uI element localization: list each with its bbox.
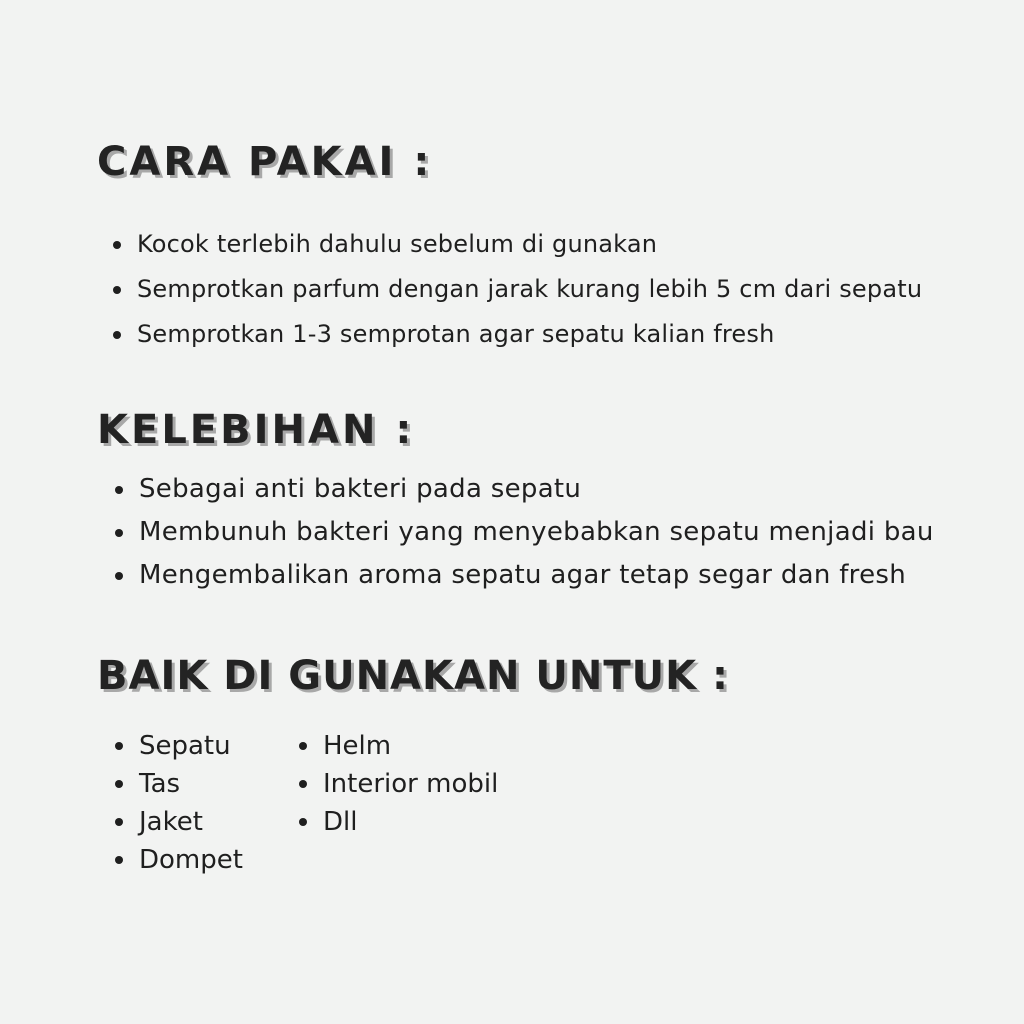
usage-list-column-2: [299, 727, 498, 841]
list-item: Membunuh bakteri yang menyebabkan sepatu menjadi bau: [115, 511, 934, 554]
list-item: Sepatu: [115, 727, 243, 765]
list-item: Dompet: [115, 841, 243, 879]
list-item: Mengembalikan aroma sepatu agar tetap segar dan fresh: [115, 554, 934, 597]
cara-pakai-list: [113, 222, 922, 357]
list-item: Dll: [299, 803, 498, 841]
list-item: Semprotkan parfum dengan jarak kurang lebih 5 cm dari sepatu: [113, 267, 922, 312]
list-item: Semprotkan 1-3 semprotan agar sepatu kalian fresh: [113, 312, 922, 357]
usage-list-column-1: [115, 727, 243, 879]
kelebihan-heading: KELEBIHAN :: [97, 407, 415, 453]
list-item: Interior mobil: [299, 765, 498, 803]
list-item: Helm: [299, 727, 498, 765]
cara-pakai-heading: CARA PAKAI :: [97, 139, 433, 185]
baik-di-gunakan-heading: BAIK DI GUNAKAN UNTUK :: [97, 653, 730, 699]
kelebihan-list: [115, 468, 934, 597]
list-item: Tas: [115, 765, 243, 803]
list-item: Jaket: [115, 803, 243, 841]
list-item: Sebagai anti bakteri pada sepatu: [115, 468, 934, 511]
list-item: Kocok terlebih dahulu sebelum di gunakan: [113, 222, 922, 267]
